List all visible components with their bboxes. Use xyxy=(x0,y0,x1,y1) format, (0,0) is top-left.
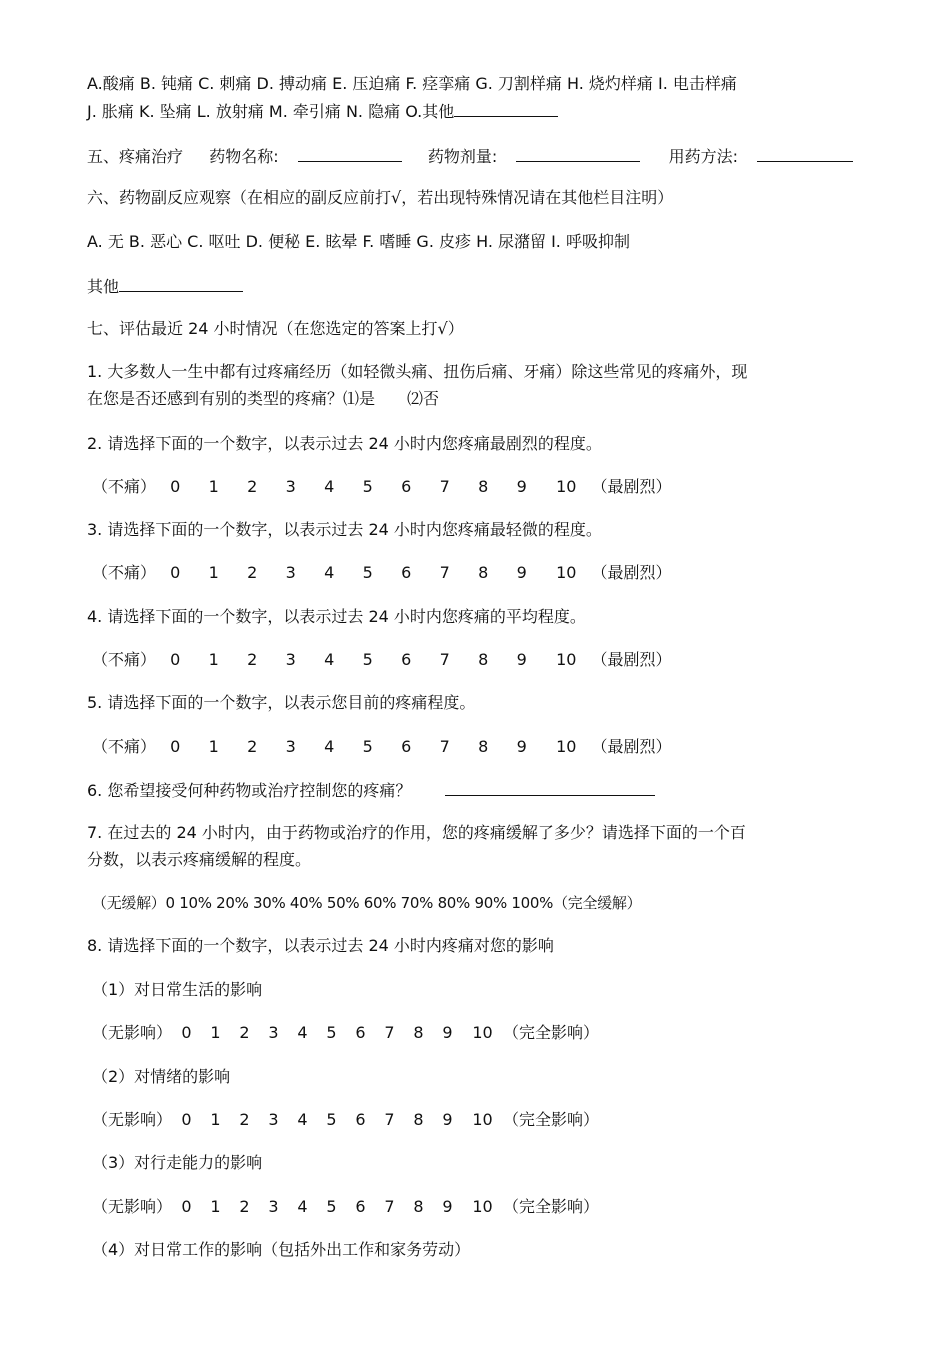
pain-type-options-text: J. 胀痛 K. 坠痛 L. 放射痛 M. 牵引痛 N. 隐痛 O.其他 xyxy=(87,102,455,121)
pain-scale-q4 xyxy=(92,649,672,671)
scale-option-7[interactable]: 7 xyxy=(439,477,450,496)
drug-dose-blank[interactable] xyxy=(516,145,640,162)
scale-option-3[interactable]: 3 xyxy=(285,650,296,669)
scale-option-8[interactable]: 8 xyxy=(413,1110,424,1129)
scale-option-0[interactable]: 0 xyxy=(181,1197,192,1216)
scale-option-2[interactable]: 2 xyxy=(239,1110,250,1129)
scale-option-6[interactable]: 6 xyxy=(401,737,412,756)
drug-method-blank[interactable] xyxy=(757,145,853,162)
scale-option-4[interactable]: 4 xyxy=(297,1197,308,1216)
scale-option-7[interactable]: 7 xyxy=(384,1197,395,1216)
scale-option-8[interactable]: 8 xyxy=(478,563,489,582)
question-1-line1: 1. 大多数人一生中都有过疼痛经历（如轻微头痛、扭伤后痛、牙痛）除这些常见的疼痛外，现 xyxy=(87,362,748,381)
question-8-1: （1）对日常生活的影响 xyxy=(92,980,263,999)
scale-option-2[interactable]: 2 xyxy=(247,477,258,496)
scale-option-5[interactable]: 5 xyxy=(362,650,373,669)
scale-option-2[interactable]: 2 xyxy=(239,1023,250,1042)
scale-option-10[interactable]: 10 xyxy=(556,737,577,756)
question-8-2: （2）对情绪的影响 xyxy=(92,1067,231,1086)
scale-option-7[interactable]: 7 xyxy=(439,650,450,669)
question-6-row xyxy=(87,779,655,802)
scale-option-5[interactable]: 5 xyxy=(326,1023,337,1042)
section6-title: 六、药物副反应观察（在相应的副反应前打√，若出现特殊情况请在其他栏目注明） xyxy=(87,188,674,207)
scale-option-1[interactable]: 1 xyxy=(208,477,219,496)
impact-scale-mood xyxy=(92,1109,599,1131)
scale-option-9[interactable]: 9 xyxy=(516,650,527,669)
scale-option-0[interactable]: 0 xyxy=(170,477,181,496)
scale-right-label: （完全影响） xyxy=(503,1197,600,1216)
scale-option-0[interactable]: 0 xyxy=(181,1110,192,1129)
scale-option-6[interactable]: 6 xyxy=(355,1110,366,1129)
side-effect-other-blank[interactable] xyxy=(119,275,243,292)
scale-left-label: （无影响） xyxy=(92,1197,173,1216)
question-2: 2. 请选择下面的一个数字，以表示过去 24 小时内您疼痛最剧烈的程度。 xyxy=(87,434,602,453)
question-7-line1: 7. 在过去的 24 小时内，由于药物或治疗的作用，您的疼痛缓解了多少？请选择下面的一个百 xyxy=(87,823,746,842)
scale-left-label: （不痛） xyxy=(92,650,157,669)
scale-option-10[interactable]: 10 xyxy=(556,563,577,582)
scale-left-label: （无影响） xyxy=(92,1110,173,1129)
scale-option-4[interactable]: 4 xyxy=(297,1023,308,1042)
scale-option-6[interactable]: 6 xyxy=(355,1197,366,1216)
scale-option-8[interactable]: 8 xyxy=(478,477,489,496)
scale-option-7[interactable]: 7 xyxy=(439,737,450,756)
question-1-line2: 在您是否还感到有别的类型的疼痛？⑴是 ⑵否 xyxy=(87,389,440,408)
scale-option-4[interactable]: 4 xyxy=(297,1110,308,1129)
scale-option-6[interactable]: 6 xyxy=(401,563,412,582)
section7-title: 七、评估最近 24 小时情况（在您选定的答案上打√） xyxy=(87,319,464,338)
scale-option-1[interactable]: 1 xyxy=(210,1110,221,1129)
scale-option-7[interactable]: 7 xyxy=(384,1110,395,1129)
scale-option-2[interactable]: 2 xyxy=(247,737,258,756)
scale-right-label: （完全影响） xyxy=(503,1023,600,1042)
pain-scale-q5 xyxy=(92,736,672,758)
scale-option-8[interactable]: 8 xyxy=(413,1197,424,1216)
scale-left-label: （不痛） xyxy=(92,563,157,582)
scale-option-7[interactable]: 7 xyxy=(384,1023,395,1042)
scale-option-9[interactable]: 9 xyxy=(516,563,527,582)
treatment-preference-blank[interactable] xyxy=(445,779,655,796)
scale-option-1[interactable]: 1 xyxy=(210,1023,221,1042)
drug-method-label: 用药方法: xyxy=(668,147,738,166)
scale-option-0[interactable]: 0 xyxy=(170,650,181,669)
scale-right-label: （最剧烈） xyxy=(591,563,672,582)
scale-right-label: （最剧烈） xyxy=(591,650,672,669)
scale-option-9[interactable]: 9 xyxy=(516,477,527,496)
scale-option-10[interactable]: 10 xyxy=(472,1197,493,1216)
scale-option-10[interactable]: 10 xyxy=(556,477,577,496)
pain-type-options-line1: A.酸痛 B. 钝痛 C. 刺痛 D. 搏动痛 E. 压迫痛 F. 痉挛痛 G. 刀割样痛 H. 烧灼样痛 I. 电击样痛 xyxy=(87,74,737,93)
scale-left-label: （无影响） xyxy=(92,1023,173,1042)
scale-option-10[interactable]: 10 xyxy=(472,1023,493,1042)
scale-option-4[interactable]: 4 xyxy=(324,650,335,669)
drug-dose-label: 药物剂量: xyxy=(427,147,498,166)
side-effect-other-row xyxy=(87,275,243,298)
drug-name-blank[interactable] xyxy=(298,145,402,162)
question-8: 8. 请选择下面的一个数字，以表示过去 24 小时内疼痛对您的影响 xyxy=(87,936,554,955)
scale-option-1[interactable]: 1 xyxy=(208,650,219,669)
scale-option-6[interactable]: 6 xyxy=(401,477,412,496)
scale-option-8[interactable]: 8 xyxy=(478,650,489,669)
scale-option-1[interactable]: 1 xyxy=(208,563,219,582)
scale-left-label: （不痛） xyxy=(92,477,157,496)
scale-right-label: （最剧烈） xyxy=(591,477,672,496)
section5-row xyxy=(87,145,853,168)
scale-option-9[interactable]: 9 xyxy=(442,1023,453,1042)
scale-option-6[interactable]: 6 xyxy=(401,650,412,669)
drug-name-label: 药物名称: xyxy=(209,147,279,166)
question-6: 6. 您希望接受何种药物或治疗控制您的疼痛？ xyxy=(87,781,412,800)
scale-option-3[interactable]: 3 xyxy=(285,477,296,496)
scale-option-5[interactable]: 5 xyxy=(362,477,373,496)
scale-option-3[interactable]: 3 xyxy=(268,1110,279,1129)
scale-option-10[interactable]: 10 xyxy=(556,650,577,669)
question-7-line2: 分数，以表示疼痛缓解的程度。 xyxy=(87,850,312,869)
scale-left-label: （不痛） xyxy=(92,737,157,756)
scale-option-2[interactable]: 2 xyxy=(247,563,258,582)
scale-option-9[interactable]: 9 xyxy=(442,1110,453,1129)
scale-option-0[interactable]: 0 xyxy=(170,737,181,756)
scale-option-3[interactable]: 3 xyxy=(285,563,296,582)
scale-option-4[interactable]: 4 xyxy=(324,737,335,756)
side-effect-other-label: 其他 xyxy=(87,277,120,296)
pain-scale-q2 xyxy=(92,476,672,498)
scale-option-5[interactable]: 5 xyxy=(362,563,373,582)
scale-option-10[interactable]: 10 xyxy=(472,1110,493,1129)
scale-option-1[interactable]: 1 xyxy=(208,737,219,756)
other-pain-type-blank[interactable] xyxy=(454,100,558,117)
scale-option-3[interactable]: 3 xyxy=(268,1197,279,1216)
impact-scale-daily-life xyxy=(92,1022,599,1044)
section5-title: 五、疼痛治疗 xyxy=(87,147,184,166)
scale-option-0[interactable]: 0 xyxy=(181,1023,192,1042)
question-8-3: （3）对行走能力的影响 xyxy=(92,1153,263,1172)
scale-option-4[interactable]: 4 xyxy=(324,563,335,582)
scale-option-7[interactable]: 7 xyxy=(439,563,450,582)
question-8-4: （4）对日常工作的影响（包括外出工作和家务劳动） xyxy=(92,1240,471,1259)
scale-option-5[interactable]: 5 xyxy=(326,1197,337,1216)
pain-type-options-line2 xyxy=(87,100,558,123)
scale-option-5[interactable]: 5 xyxy=(362,737,373,756)
scale-right-label: （完全影响） xyxy=(503,1110,600,1129)
scale-option-9[interactable]: 9 xyxy=(442,1197,453,1216)
scale-option-5[interactable]: 5 xyxy=(326,1110,337,1129)
scale-right-label: （最剧烈） xyxy=(591,737,672,756)
scale-option-0[interactable]: 0 xyxy=(170,563,181,582)
scale-option-1[interactable]: 1 xyxy=(210,1197,221,1216)
impact-scale-walking xyxy=(92,1196,599,1218)
scale-option-4[interactable]: 4 xyxy=(324,477,335,496)
scale-option-3[interactable]: 3 xyxy=(268,1023,279,1042)
question-3: 3. 请选择下面的一个数字，以表示过去 24 小时内您疼痛最轻微的程度。 xyxy=(87,520,602,539)
pain-scale-q3 xyxy=(92,562,672,584)
side-effect-options: A. 无 B. 恶心 C. 呕吐 D. 便秘 E. 眩晕 F. 嗜睡 G. 皮疹 H. 尿潴留 I. 呼吸抑制 xyxy=(87,232,630,251)
scale-option-6[interactable]: 6 xyxy=(355,1023,366,1042)
question-4: 4. 请选择下面的一个数字，以表示过去 24 小时内您疼痛的平均程度。 xyxy=(87,607,586,626)
scale-option-8[interactable]: 8 xyxy=(478,737,489,756)
relief-percent-scale: （无缓解）0 10% 20% 30% 40% 50% 60% 70% 80% 90% 100%（完全缓解） xyxy=(92,894,642,912)
scale-option-2[interactable]: 2 xyxy=(247,650,258,669)
scale-option-9[interactable]: 9 xyxy=(516,737,527,756)
scale-option-8[interactable]: 8 xyxy=(413,1023,424,1042)
scale-option-3[interactable]: 3 xyxy=(285,737,296,756)
question-5: 5. 请选择下面的一个数字，以表示您目前的疼痛程度。 xyxy=(87,693,476,712)
scale-option-2[interactable]: 2 xyxy=(239,1197,250,1216)
